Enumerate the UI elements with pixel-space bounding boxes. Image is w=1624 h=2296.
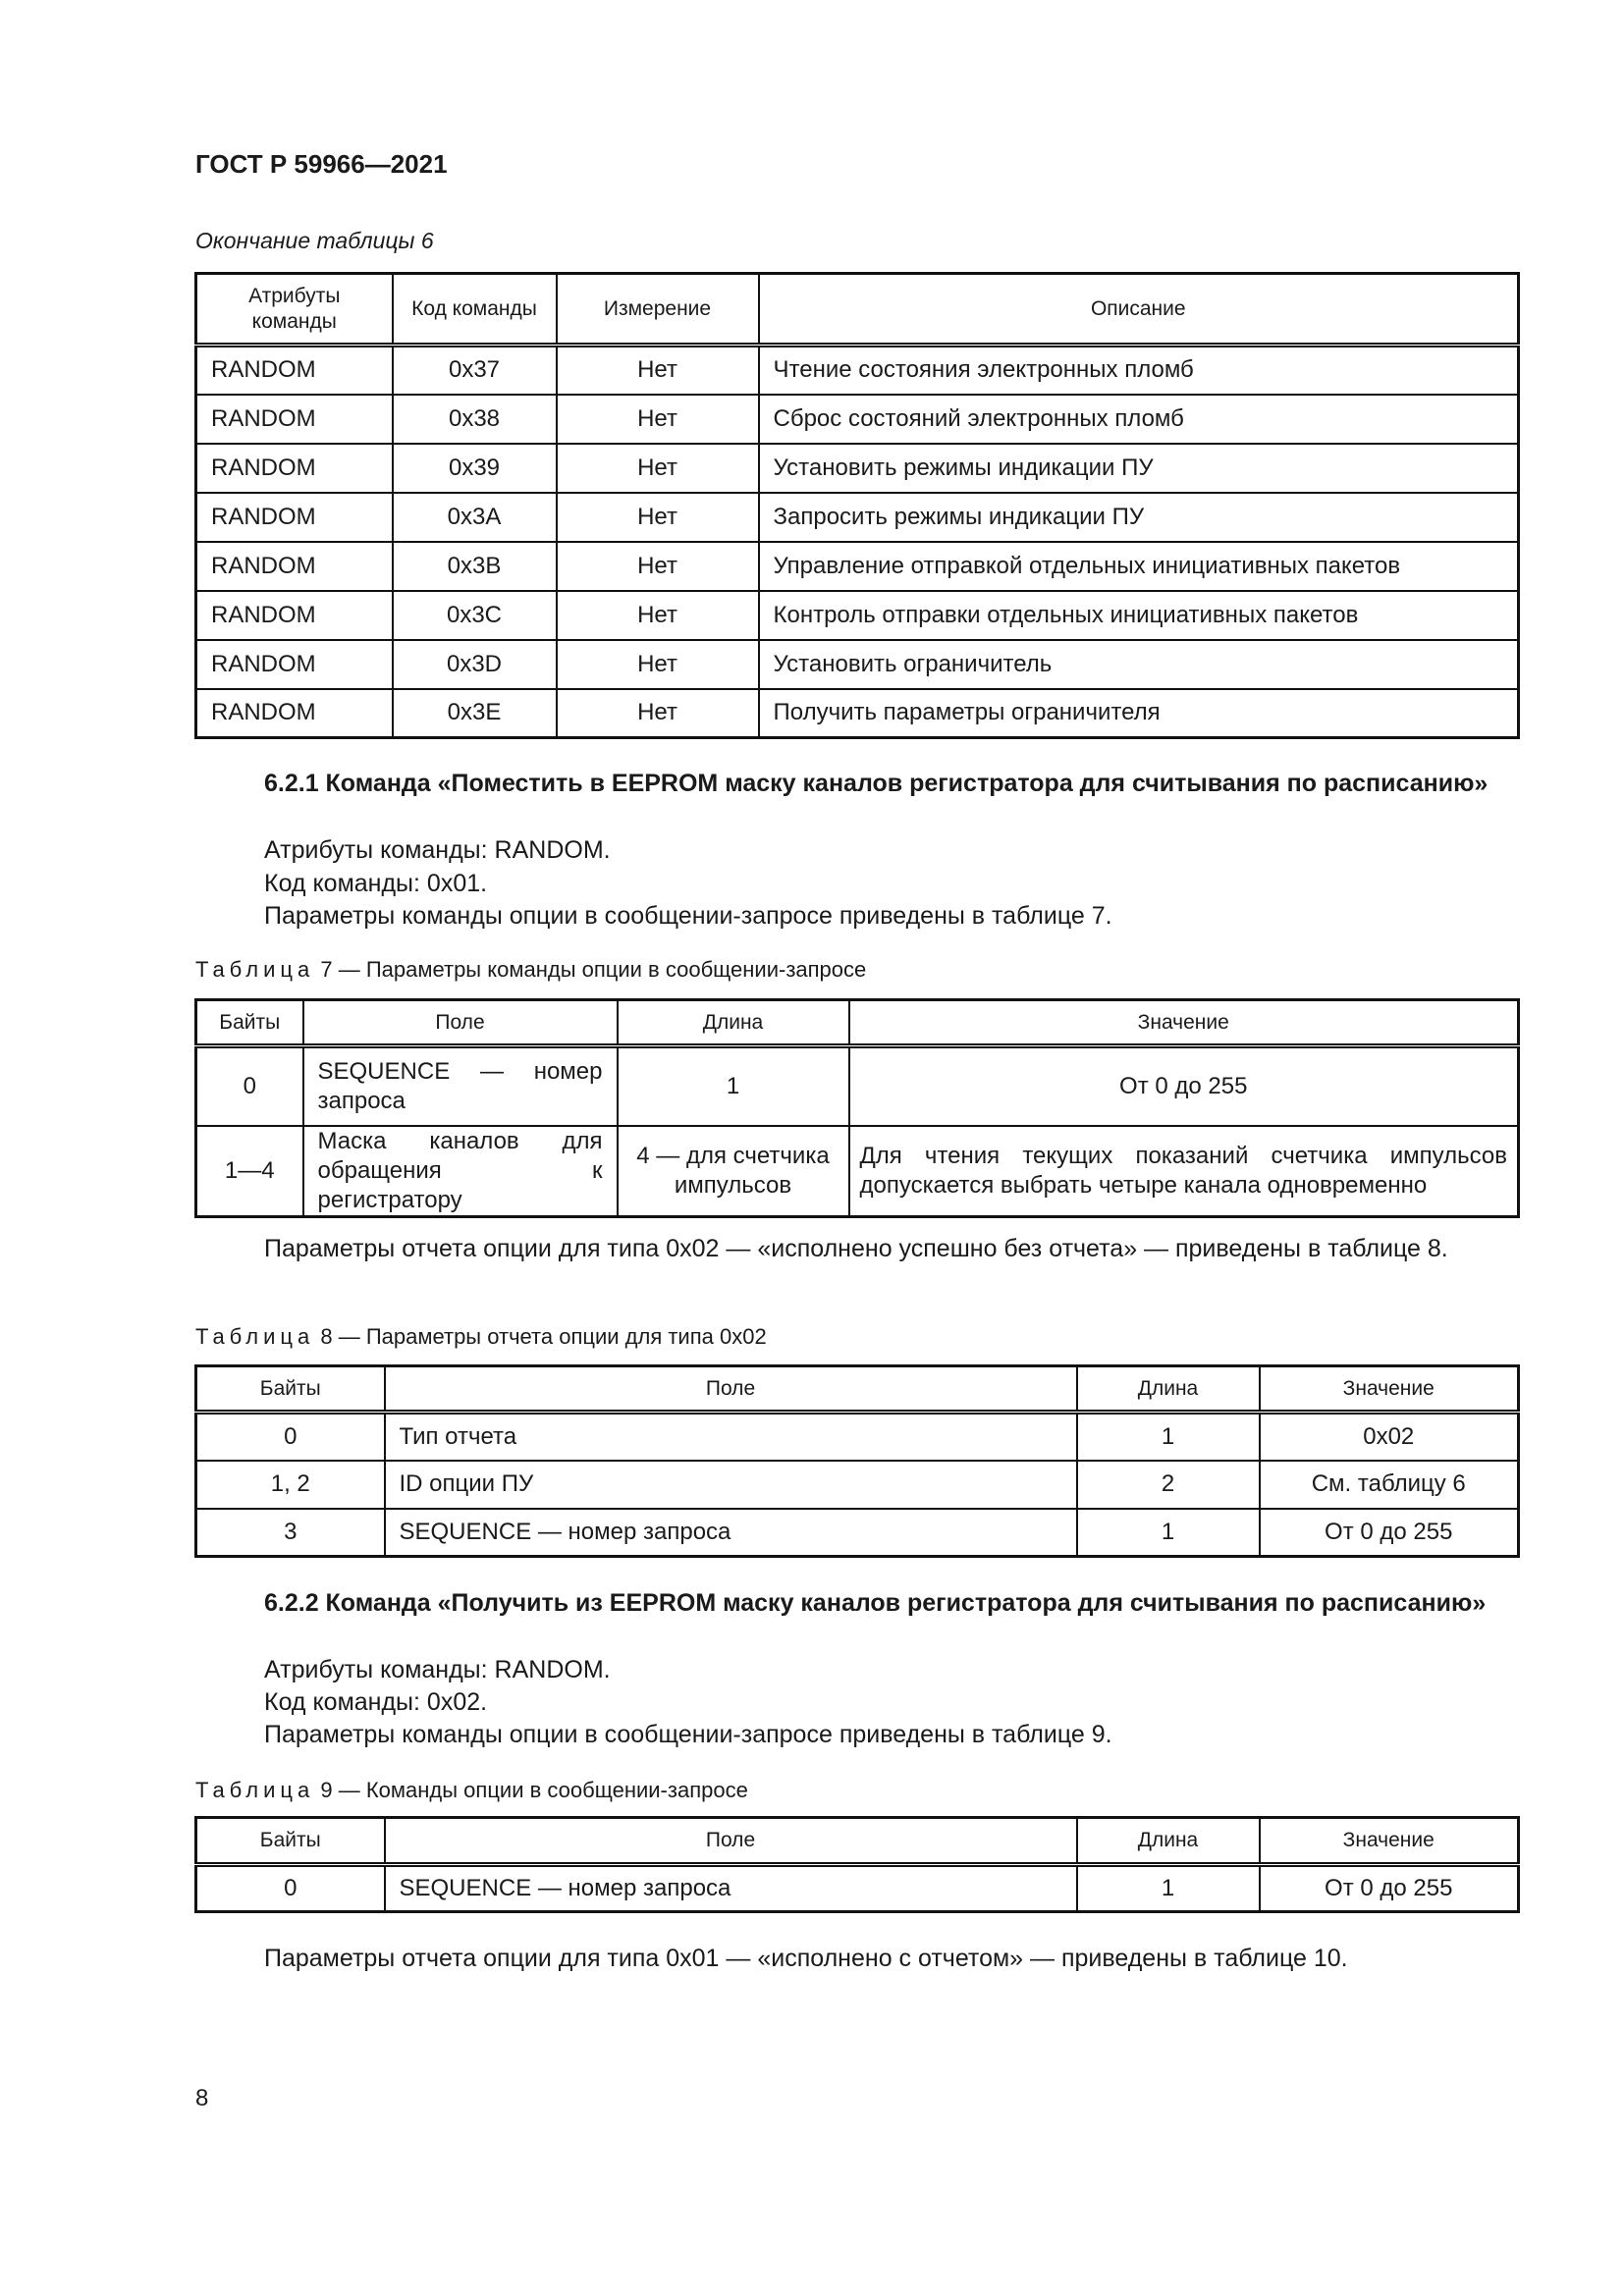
cell: От 0 до 255 <box>849 1046 1519 1126</box>
cell: Маска каналов для обращения к регистратору <box>303 1126 618 1217</box>
table-row <box>196 1509 1519 1557</box>
page-number: 8 <box>195 2085 209 2111</box>
table-header: Длина <box>1077 1366 1260 1413</box>
caption-word: Таблица <box>195 957 315 982</box>
cell: RANDOM <box>196 346 393 395</box>
cell: 1 <box>1077 1509 1260 1557</box>
cell: SEQUENCE — номер запроса <box>303 1046 618 1126</box>
cell: 2 <box>1077 1461 1260 1509</box>
cell: RANDOM <box>196 493 393 542</box>
cell: 0 <box>196 1046 303 1126</box>
caption-word: Таблица <box>195 1324 315 1349</box>
table-row <box>196 689 1519 738</box>
cell: ID опции ПУ <box>385 1461 1077 1509</box>
table-header: Байты <box>196 1366 385 1413</box>
cell: 1 <box>618 1046 849 1126</box>
paragraph: Код команды: 0x02. <box>264 1688 488 1716</box>
cell: Установить режимы индикации ПУ <box>759 444 1519 493</box>
table-header: Описание <box>759 274 1519 346</box>
section-heading-6-2-1: 6.2.1 Команда «Поместить в EEPROM маску каналов регистратора для считывания по расписанию» <box>264 770 1489 797</box>
cell: SEQUENCE — номер запроса <box>385 1865 1077 1912</box>
cell: 0x38 <box>393 395 557 444</box>
cell: RANDOM <box>196 395 393 444</box>
cell: 1—4 <box>196 1126 303 1217</box>
table-header: Измерение <box>557 274 759 346</box>
cell: 0x3D <box>393 640 557 689</box>
table-row <box>196 1413 1519 1461</box>
table-8 <box>194 1364 1520 1558</box>
table-8-caption <box>195 1324 767 1350</box>
table-row <box>196 493 1519 542</box>
table-row <box>196 542 1519 591</box>
cell: Нет <box>557 542 759 591</box>
table-row <box>196 444 1519 493</box>
table-header: Длина <box>618 1000 849 1046</box>
table-row <box>196 395 1519 444</box>
cell: 1 <box>1077 1413 1260 1461</box>
cell: От 0 до 255 <box>1260 1509 1519 1557</box>
table-header: Значение <box>849 1000 1519 1046</box>
cell: 0x37 <box>393 346 557 395</box>
cell: 0x39 <box>393 444 557 493</box>
caption-text: 7 — Параметры команды опции в сообщении-запросе <box>320 957 867 982</box>
cell: RANDOM <box>196 689 393 738</box>
table-continuation-label: Окончание таблицы 6 <box>195 228 434 253</box>
table-row <box>196 1046 1519 1126</box>
cell: 0x3C <box>393 591 557 640</box>
table-9-caption <box>195 1778 748 1803</box>
table-row <box>196 591 1519 640</box>
table-header: Значение <box>1260 1818 1519 1865</box>
table-row <box>196 1865 1519 1912</box>
paragraph: Код команды: 0x01. <box>264 870 488 897</box>
cell: 0x3A <box>393 493 557 542</box>
cell: 0 <box>196 1865 385 1912</box>
caption-text: 9 — Команды опции в сообщении-запросе <box>320 1778 748 1802</box>
paragraph: Атрибуты команды: RANDOM. <box>264 1656 611 1683</box>
cell: Нет <box>557 346 759 395</box>
cell: Контроль отправки отдельных инициативных пакетов <box>759 591 1519 640</box>
table-header: Поле <box>385 1366 1077 1413</box>
cell: Установить ограничитель <box>759 640 1519 689</box>
cell: Нет <box>557 444 759 493</box>
table-row <box>196 1126 1519 1217</box>
table-header: Байты <box>196 1818 385 1865</box>
table-header: Байты <box>196 1000 303 1046</box>
cell: Запросить режимы индикации ПУ <box>759 493 1519 542</box>
caption-word: Таблица <box>195 1778 315 1802</box>
cell: RANDOM <box>196 444 393 493</box>
cell: Нет <box>557 395 759 444</box>
cell: 3 <box>196 1509 385 1557</box>
cell: SEQUENCE — номер запроса <box>385 1509 1077 1557</box>
table-header: Поле <box>385 1818 1077 1865</box>
document-title: ГОСТ Р 59966—2021 <box>195 149 448 179</box>
paragraph: Параметры команды опции в сообщении-запросе приведены в таблице 7. <box>264 902 1112 930</box>
section-heading-6-2-2: 6.2.2 Команда «Получить из EEPROM маску каналов регистратора для считывания по расписанию» <box>264 1589 1487 1617</box>
table-row <box>196 640 1519 689</box>
cell: Получить параметры ограничителя <box>759 689 1519 738</box>
cell: 0x3B <box>393 542 557 591</box>
table-9 <box>194 1816 1520 1913</box>
cell: Нет <box>557 689 759 738</box>
cell: RANDOM <box>196 591 393 640</box>
table-header: Атрибуты команды <box>196 274 393 346</box>
table-header: Поле <box>303 1000 618 1046</box>
table-7-caption <box>195 957 866 983</box>
paragraph: Параметры отчета опции для типа 0x01 — «исполнено с отчетом» — приведены в таблице 10. <box>264 1945 1348 1972</box>
cell: 1 <box>1077 1865 1260 1912</box>
cell: См. таблицу 6 <box>1260 1461 1519 1509</box>
cell: Нет <box>557 640 759 689</box>
cell: 1, 2 <box>196 1461 385 1509</box>
cell: Нет <box>557 493 759 542</box>
cell: Управление отправкой отдельных инициативных пакетов <box>759 542 1519 591</box>
table-row <box>196 1461 1519 1509</box>
cell: 0x02 <box>1260 1413 1519 1461</box>
cell: От 0 до 255 <box>1260 1865 1519 1912</box>
paragraph: Параметры команды опции в сообщении-запросе приведены в таблице 9. <box>264 1721 1112 1748</box>
table-header: Код команды <box>393 274 557 346</box>
table-6 <box>194 272 1520 739</box>
cell: 0x3E <box>393 689 557 738</box>
table-header: Длина <box>1077 1818 1260 1865</box>
caption-text: 8 — Параметры отчета опции для типа 0x02 <box>320 1324 767 1349</box>
cell: RANDOM <box>196 640 393 689</box>
cell: 0 <box>196 1413 385 1461</box>
cell: Нет <box>557 591 759 640</box>
cell: Чтение состояния электронных пломб <box>759 346 1519 395</box>
cell: Для чтения текущих показаний счетчика импульсов допускается выбрать четыре канала одновременно <box>849 1126 1519 1217</box>
table-row <box>196 346 1519 395</box>
cell: RANDOM <box>196 542 393 591</box>
paragraph: Атрибуты команды: RANDOM. <box>264 836 611 864</box>
cell: 4 — для счетчика импульсов <box>618 1126 849 1217</box>
paragraph: Параметры отчета опции для типа 0x02 — «исполнено успешно без отчета» — приведены в таблице 8. <box>264 1235 1448 1262</box>
cell: Тип отчета <box>385 1413 1077 1461</box>
cell: Сброс состояний электронных пломб <box>759 395 1519 444</box>
table-header: Значение <box>1260 1366 1519 1413</box>
table-7 <box>194 998 1520 1218</box>
